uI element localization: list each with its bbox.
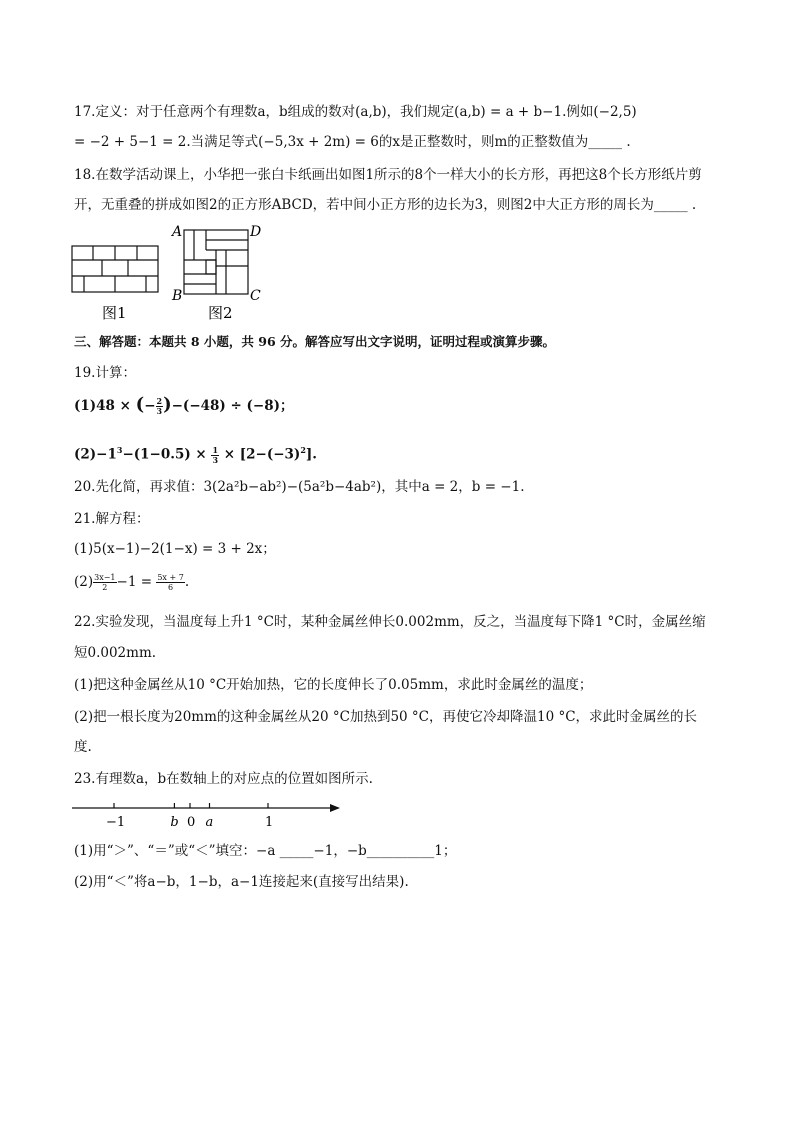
tick-label-1: 1 <box>265 815 274 830</box>
tick-label-neg1: −1 <box>106 815 126 830</box>
tick-label-a: a <box>205 815 214 830</box>
fig2-caption: 图2 <box>208 304 233 322</box>
label-d: D <box>250 224 262 240</box>
q19-title: 19.计算： <box>74 365 136 381</box>
q17-line1: 17.定义：对于任意两个有理数a，b组成的数对(a,b)，我们规定(a,b) = a + b−1.例如(−2,5) <box>74 104 637 120</box>
q22-part1: (1)把这种金属丝从10 °C开始加热，它的长度伸长了0.05mm，求此时金属丝的温度； <box>74 677 593 693</box>
q21-part2: (2) $\frac{3x-1}{2}$ −1 = $\frac{5x + 7}{6}$ . <box>74 573 190 592</box>
fig2-center-square <box>206 260 216 274</box>
q21-part1: (1)5(x−1)−2(1−x) = 3 + 2x； <box>74 541 276 557</box>
label-a: A <box>172 224 183 240</box>
q22-line2: 短0.002mm. <box>74 645 157 661</box>
q17-line2: = −2 + 5−1 = 2.当满足等式(−5,3x + 2m) = 6的x是正整数时，则m的正整数值为_____ . <box>74 134 631 150</box>
q23-part1: (1)用“＞”、“＝”或“＜”填空：−a _____−1，−b__________1； <box>74 843 457 859</box>
q22-part2b: 度. <box>74 739 92 755</box>
section-3-header: 三、解答题：本题共 8 小题，共 96 分。解答应写出文字说明，证明过程或演算步骤。 <box>74 334 556 349</box>
axis-arrow <box>330 804 340 812</box>
q22-part2a: (2)把一根长度为20mm的这种金属丝从20 °C加热到50 °C，再使它冷却降温10 °C，求此时金属丝的长 <box>74 709 698 725</box>
tick-label-0: 0 <box>187 815 196 830</box>
q19-part2: $(2)-1^3-(1-0.5)$ × $\frac{1}{3}$ × $[2-(-3)^2]$. <box>74 444 317 465</box>
label-c: C <box>250 288 261 304</box>
q18-line2: 开，无重叠的拼成如图2的正方形ABCD，若中间小正方形的边长为3，则图2中大正方形的周长为_____ . <box>74 197 697 213</box>
number-line <box>70 798 350 832</box>
q19-part1: (1)48 × (− $\frac{2}{3}$ )−(−48) ÷ (−8)； <box>74 394 294 416</box>
tick-label-b: b <box>170 815 179 830</box>
q20: 20.先化简，再求值：3(2a²b−ab²)−(5a²b−4ab²)，其中a = 2，b = −1. <box>74 479 525 495</box>
q23-part2: (2)用“＜”将a−b，1−b，a−1连接起来(直接写出结果). <box>74 874 409 890</box>
figure-2 <box>172 222 272 328</box>
label-b: B <box>172 288 183 304</box>
fig1-caption: 图1 <box>102 304 127 322</box>
q23-title: 23.有理数a，b在数轴上的对应点的位置如图所示. <box>74 771 373 787</box>
q21-title: 21.解方程： <box>74 511 150 527</box>
figure-1 <box>72 246 162 326</box>
q22-line1: 22.实验发现，当温度每上升1 °C时，某种金属丝伸长0.002mm，反之，当温度每下降1 °C时，金属丝缩 <box>74 614 706 630</box>
q18-line1: 18.在数学活动课上，小华把一张白卡纸画出如图1所示的8个一样大小的长方形，再把这8个长方形纸片剪 <box>74 167 702 183</box>
